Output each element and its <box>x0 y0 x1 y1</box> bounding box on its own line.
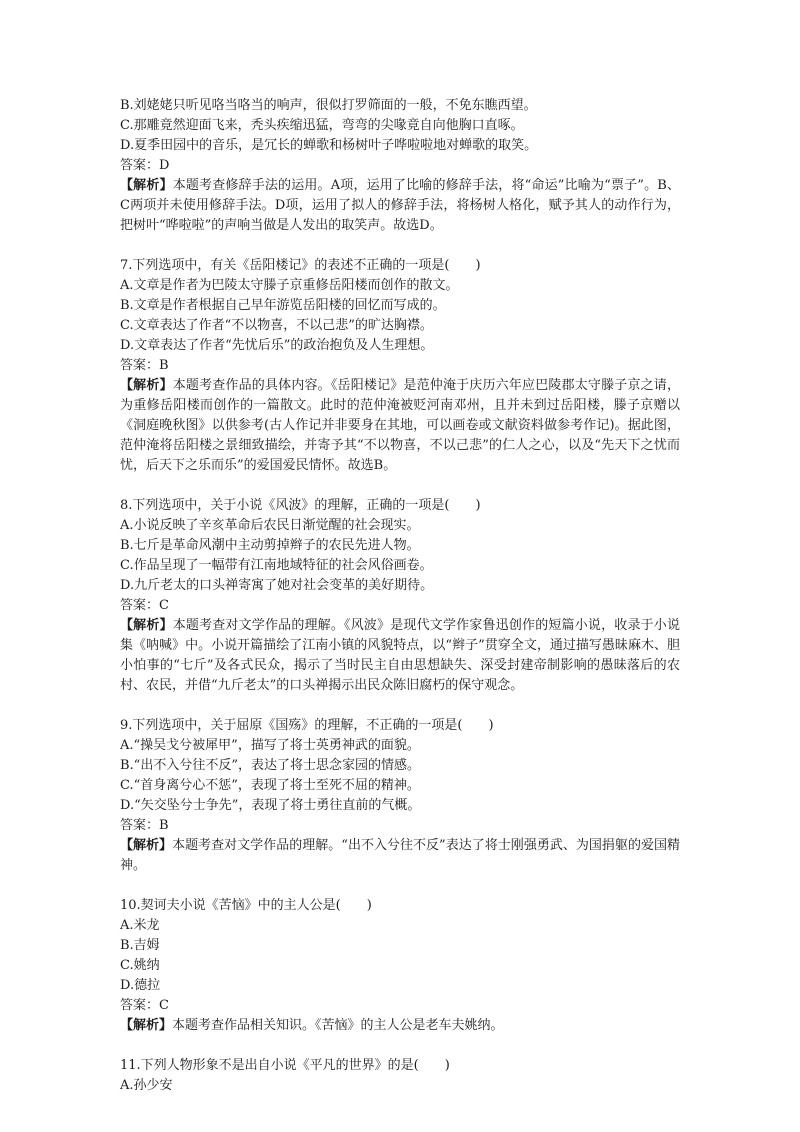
analysis-text: 本题考查对文学作品的理解。“出不入兮往不反”表达了将士刚强勇武、为国捐躯的爱国精神。 <box>120 838 680 873</box>
analysis-text: 本题考查作品的具体内容。《岳阳楼记》是范仲淹于庆历六年应巴陵郡太守滕子京之请，为重修岳阳楼而创作的一篇散文。此时的范仲淹被贬河南邓州，且并未到过岳阳楼，滕子京赠以《洞庭晚秋图》以供参考(古人作记并非要身在其地，可以画卷或文献资料做参考作记)。据此图，范仲淹将岳阳楼之景细致描绘，并寄予其“不以物喜，不以己悲”的仁人之心，以及“先天下之忧而忧，后天下之乐而乐”的爱国爱民情怀。故选B。 <box>120 378 680 473</box>
analysis <box>120 616 680 696</box>
option-b: B.刘姥姥只听见咯当咯当的响声，很似打罗筛面的一般，不免东瞧西望。 <box>120 98 537 113</box>
analysis <box>120 376 680 476</box>
option-b: B.吉姆 <box>120 938 160 953</box>
document-page <box>120 96 680 1096</box>
question-8 <box>120 496 680 696</box>
answer: 答案：C <box>120 598 169 613</box>
option-c: C.“首身离兮心不惩”，表现了将士至死不屈的精神。 <box>120 778 420 793</box>
option-a: A.孙少安 <box>120 1078 173 1093</box>
question-10 <box>120 896 680 1036</box>
answer: 答案：C <box>120 998 169 1013</box>
option-d: D.文章表达了作者“先忧后乐”的政治抱负及人生理想。 <box>120 338 434 353</box>
question-stem: 7.下列选项中，有关《岳阳楼记》的表述不正确的一项是( ) <box>120 258 481 273</box>
option-c: C.那雕竟然迎面飞来，秃头疾缩迅猛，弯弯的尖喙竟自向他胸口直啄。 <box>120 118 524 133</box>
analysis-text: 本题考查修辞手法的运用。A项，运用了比喻的修辞手法，将“命运”比喻为“票子”。B、C两项并未使用修辞手法。D项，运用了拟人的修辞手法，将杨树人格化，赋予其人的动作行为，把树叶“哗啦啦”的声响当做是人发出的取笑声。故选D。 <box>120 178 680 233</box>
question-9 <box>120 716 680 876</box>
analysis <box>120 836 680 876</box>
analysis-tag: 【解析】 <box>120 618 173 633</box>
analysis-tag: 【解析】 <box>120 838 173 853</box>
analysis <box>120 1016 680 1036</box>
option-d: D.“矢交坠兮士争先”，表现了将士勇往直前的气概。 <box>120 798 421 813</box>
question-stem: 9.下列选项中，关于屈原《国殇》的理解，不正确的一项是( ) <box>120 718 494 733</box>
question-6-tail <box>120 96 680 236</box>
analysis-text: 本题考查作品相关知识。《苦恼》的主人公是老车夫姚纳。 <box>172 1018 504 1033</box>
option-b: B.“出不入兮往不反”，表达了将士思念家园的情感。 <box>120 758 420 773</box>
question-7 <box>120 256 680 476</box>
question-stem: 8.下列选项中，关于小说《风波》的理解，正确的一项是( ) <box>120 498 481 513</box>
answer: 答案：B <box>120 818 169 833</box>
analysis-text: 本题考查对文学作品的理解。《风波》是现代文学作家鲁迅创作的短篇小说，收录于小说集《呐喊》中。小说开篇描绘了江南小镇的风貌特点，以“辫子”贯穿全文，通过描写愚昧麻木、胆小怕事的“七斤”及各式民众，揭示了当时民主自由思想缺失、深受封建帝制影响的愚昧落后的农村、农民，并借“九斤老太”的口头禅揭示出民众陈旧腐朽的保守观念。 <box>120 618 680 693</box>
question-stem: 11.下列人物形象不是出自小说《平凡的世界》的是( ) <box>120 1058 450 1073</box>
analysis <box>120 176 680 236</box>
question-11 <box>120 1056 680 1096</box>
option-c: C.姚纳 <box>120 958 160 973</box>
option-c: C.作品呈现了一幅带有江南地域特征的社会风俗画卷。 <box>120 558 433 573</box>
option-a: A.“操吴戈兮被犀甲”，描写了将士英勇神武的面貌。 <box>120 738 420 753</box>
analysis-tag: 【解析】 <box>120 178 173 193</box>
analysis-tag: 【解析】 <box>120 378 173 393</box>
option-d: D.九斤老太的口头禅寄寓了她对社会变革的美好期待。 <box>120 578 434 593</box>
option-d: D.夏季田园中的音乐，是冗长的蝉歌和杨树叶子哗啦啦地对蝉歌的取笑。 <box>120 138 538 153</box>
answer: 答案：D <box>120 158 170 173</box>
option-a: A.米龙 <box>120 918 160 933</box>
question-stem: 10.契诃夫小说《苦恼》中的主人公是( ) <box>120 898 372 913</box>
option-b: B.七斤是革命风潮中主动剪掉辫子的农民先进人物。 <box>120 538 420 553</box>
option-c: C.文章表达了作者“不以物喜，不以己悲”的旷达胸襟。 <box>120 318 433 333</box>
option-a: A.小说反映了辛亥革命后农民日渐觉醒的社会现实。 <box>120 518 420 533</box>
answer: 答案：B <box>120 358 169 373</box>
option-b: B.文章是作者根据自己早年游览岳阳楼的回忆而写成的。 <box>120 298 446 313</box>
analysis-tag: 【解析】 <box>120 1018 173 1033</box>
option-a: A.文章是作者为巴陵太守滕子京重修岳阳楼而创作的散文。 <box>120 278 459 293</box>
option-d: D.德拉 <box>120 978 161 993</box>
